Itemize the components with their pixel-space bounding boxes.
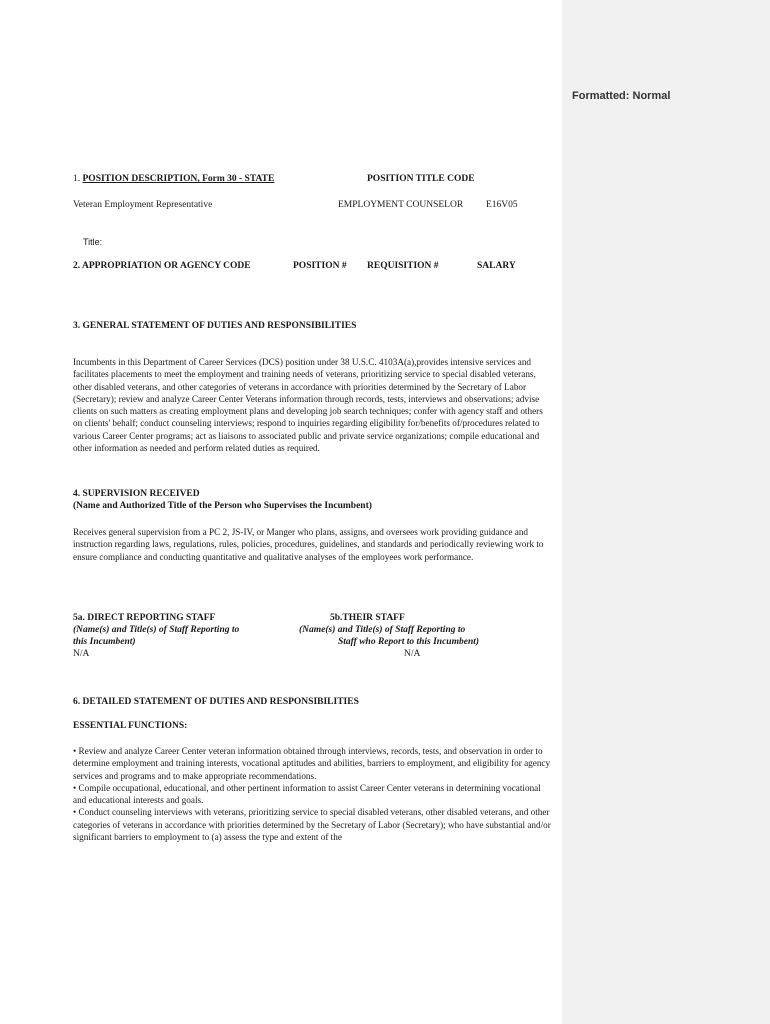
title-code-header: POSITION TITLE CODE xyxy=(367,174,475,184)
section-3-body: Incumbents in this Department of Career Services (DCS) position under 38 U.S.C. 4103A(a),provides intensive services and facilitates placements to meet the employment and training needs of veterans, prioritizing service to special disabled veterans, other disabled veterans, and other categories of veterans in accordance with priorities determined by the Secretary of Labor (Secretary); review and analyze Career Center Veterans information through records, tests, interviews and observations; advise clients on such matters as creating employment plans and developing job search techniques; confer with agency staff and others on clients' behalf; conduct counseling interviews; respond to inquiries regarding eligibility for/benefits of/procedures related to various Career Center programs; act as liaisons to associated public and private service organizations; compile educational and other information as needed and perform related duties as required. xyxy=(73,357,543,454)
salary-label: SALARY xyxy=(477,261,516,271)
title-code-value: E16V05 xyxy=(486,200,518,210)
comment-pane xyxy=(562,0,770,1024)
form-number: 1. xyxy=(73,174,81,184)
section-5b-sub1: (Name(s) and Title(s) of Staff Reporting to xyxy=(299,625,466,635)
section-5a-value: N/A xyxy=(73,649,90,659)
working-title: Veteran Employment Representative xyxy=(73,200,213,210)
agency-code-label: 2. APPROPRIATION OR AGENCY CODE xyxy=(73,261,251,271)
essential-functions-heading: ESSENTIAL FUNCTIONS: xyxy=(73,721,188,731)
section-4-subheading: (Name and Authorized Title of the Person who Supervises the Incumbent) xyxy=(73,501,372,511)
position-number-label: POSITION # xyxy=(293,261,347,271)
section-5a-heading: 5a. DIRECT REPORTING STAFF xyxy=(73,613,216,623)
comment-label: Formatted: Normal xyxy=(572,90,671,102)
section-5b-value: N/A xyxy=(404,649,421,659)
civil-service-title: EMPLOYMENT COUNSELOR xyxy=(338,200,464,210)
section-5a-sub1: (Name(s) and Title(s) of Staff Reporting to xyxy=(73,625,240,635)
requisition-number-label: REQUISITION # xyxy=(367,261,439,271)
title-label: Title: xyxy=(83,237,103,247)
section-4-body: Receives general supervision from a PC 2, JS-IV, or Manger who plans, assigns, and oversees work providing guidance and instruction regarding laws, regulations, rules, policies, procedures, guidelines, and standards and periodically reviewing work to ensure compliance and conducting quantitative and qualitative analyses of the employees work performance. xyxy=(73,527,544,562)
section-5b-sub2: Staff who Report to this Incumbent) xyxy=(338,637,480,647)
section-5a-sub2: this Incumbent) xyxy=(73,637,136,647)
section-6-body: • Review and analyze Career Center veteran information obtained through interviews, records, tests, and observation in order to determine employment and training interests, vocational aptitudes and abilities, barriers to employment, and eligibility for agency services and programs and to make appropriate recommendations. • Compile occupational, educational, and other pertinent information to assist Career Center veterans in determining vocational and educational interests and goals. • Conduct counseling interviews with veterans, prioritizing service to special disabled veterans, other disabled veterans, and other categories of veterans in accordance with priorities determined by the Secretary of Labor (Secretary); who have substantial and/or significant barriers to employment to (a) assess the type and extent of the xyxy=(73,746,551,843)
section-6-heading: 6. DETAILED STATEMENT OF DUTIES AND RESPONSIBILITIES xyxy=(73,697,359,707)
form-header xyxy=(73,173,274,185)
section-4-heading: 4. SUPERVISION RECEIVED xyxy=(73,489,200,499)
section-5b-heading: 5b.THEIR STAFF xyxy=(330,613,405,623)
section-3-heading: 3. GENERAL STATEMENT OF DUTIES AND RESPONSIBILITIES xyxy=(73,321,357,331)
form-title: POSITION DESCRIPTION, Form 30 - STATE xyxy=(82,174,275,184)
